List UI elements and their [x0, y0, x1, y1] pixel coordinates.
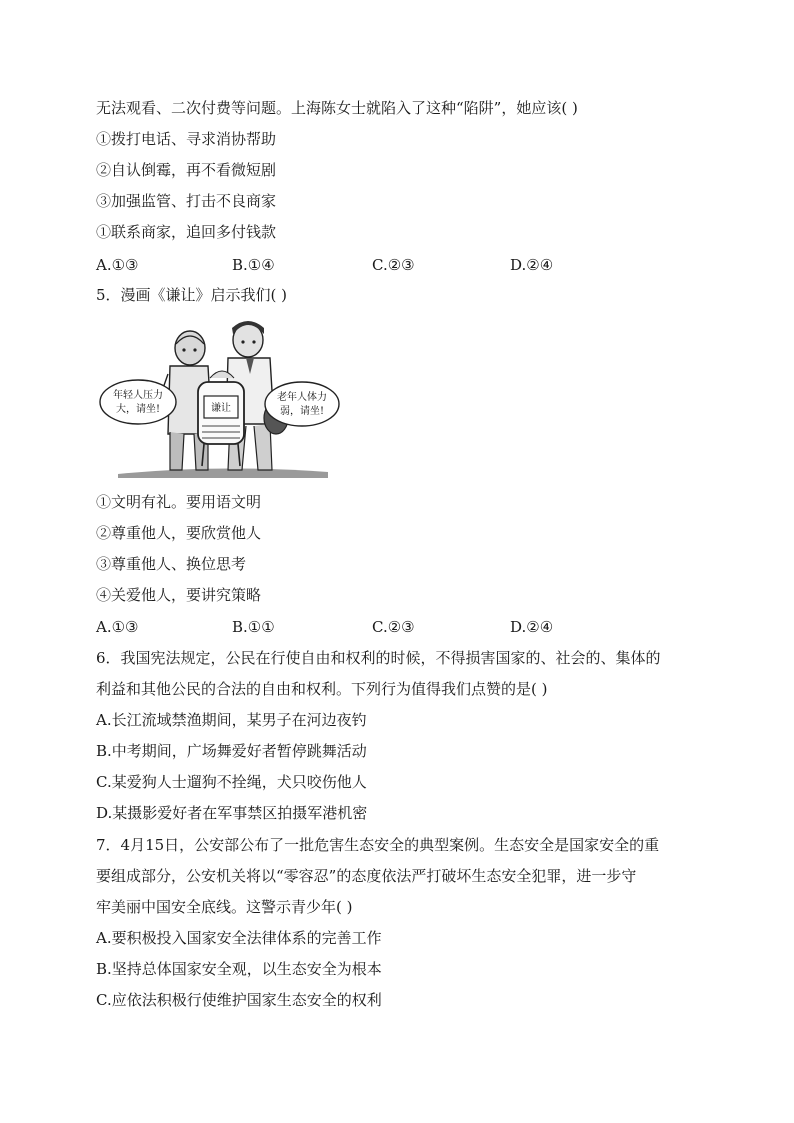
- q4-option-c[interactable]: C.②③: [372, 256, 415, 274]
- q7-option-c[interactable]: C.应依法积极行使维护国家生态安全的权利: [96, 991, 382, 1009]
- q5-option-c[interactable]: C.②③: [372, 618, 415, 636]
- q5-option-d[interactable]: D.②④: [510, 618, 554, 636]
- q4-stem: 无法观看、二次付费等问题。上海陈女士就陷入了这种“陷阱”，她应该( ): [96, 99, 578, 117]
- right-bubble-line-1: 老年人体力: [277, 392, 327, 403]
- q6-option-c[interactable]: C.某爱狗人士遛狗不拴绳，犬只咬伤他人: [96, 773, 367, 791]
- q6-option-d[interactable]: D.某摄影爱好者在军事禁区拍摄军港机密: [96, 804, 368, 822]
- cartoon-image: [98, 314, 340, 482]
- right-speech-bubble: [265, 382, 339, 426]
- q7-stem-line-3: 牢美丽中国安全底线。这警示青少年( ): [96, 898, 353, 916]
- q5-item-4: ④关爱他人，要讲究策略: [96, 586, 262, 604]
- seat-sign-text: 谦让: [211, 403, 231, 414]
- q7-stem-line-2: 要组成部分，公安机关将以“零容忍”的态度依法严打破坏生态安全犯罪，进一步守: [96, 867, 637, 885]
- ground-shape: [118, 468, 328, 478]
- q6-option-a[interactable]: A.长江流域禁渔期间，某男子在河边夜钓: [96, 711, 367, 729]
- q5-item-3: ③尊重他人、换位思考: [96, 555, 247, 573]
- q4-option-b[interactable]: B.①④: [232, 256, 275, 274]
- q7-stem-line-1: 7．4月15日，公安部公布了一批危害生态安全的典型案例。生态安全是国家安全的重: [96, 836, 660, 854]
- left-bubble-line-1: 年轻人压力: [113, 390, 163, 401]
- q7-option-a[interactable]: A.要积极投入国家安全法律体系的完善工作: [96, 929, 382, 947]
- q4-option-d[interactable]: D.②④: [510, 256, 554, 274]
- q5-item-2: ②尊重他人，要欣赏他人: [96, 524, 262, 542]
- q4-item-2: ②自认倒霉，再不看微短剧: [96, 161, 277, 179]
- q4-option-a[interactable]: A.①③: [96, 256, 139, 274]
- left-speech-bubble: [100, 380, 176, 424]
- q7-option-b[interactable]: B.坚持总体国家安全观，以生态安全为根本: [96, 960, 382, 978]
- q6-option-b[interactable]: B.中考期间，广场舞爱好者暂停跳舞活动: [96, 742, 367, 760]
- q5-option-a[interactable]: A.①③: [96, 618, 139, 636]
- q6-stem-line-1: 6．我国宪法规定，公民在行使自由和权利的时候，不得损害国家的、社会的、集体的: [96, 649, 661, 667]
- q6-stem-line-2: 利益和其他公民的合法的自由和权利。下列行为值得我们点赞的是( ): [96, 680, 548, 698]
- right-bubble-line-2: 弱，请坐!: [279, 406, 325, 417]
- q4-item-4: ①联系商家，追回多付钱款: [96, 223, 277, 241]
- q4-item-3: ③加强监管、打击不良商家: [96, 192, 277, 210]
- q5-item-1: ①文明有礼。要用语文明: [96, 493, 262, 511]
- q4-item-1: ①拨打电话、寻求消协帮助: [96, 130, 277, 148]
- q5-stem: 5．漫画《谦让》启示我们( ): [96, 286, 288, 304]
- q5-option-b[interactable]: B.①①: [232, 618, 275, 636]
- left-bubble-line-2: 大，请坐!: [115, 404, 161, 415]
